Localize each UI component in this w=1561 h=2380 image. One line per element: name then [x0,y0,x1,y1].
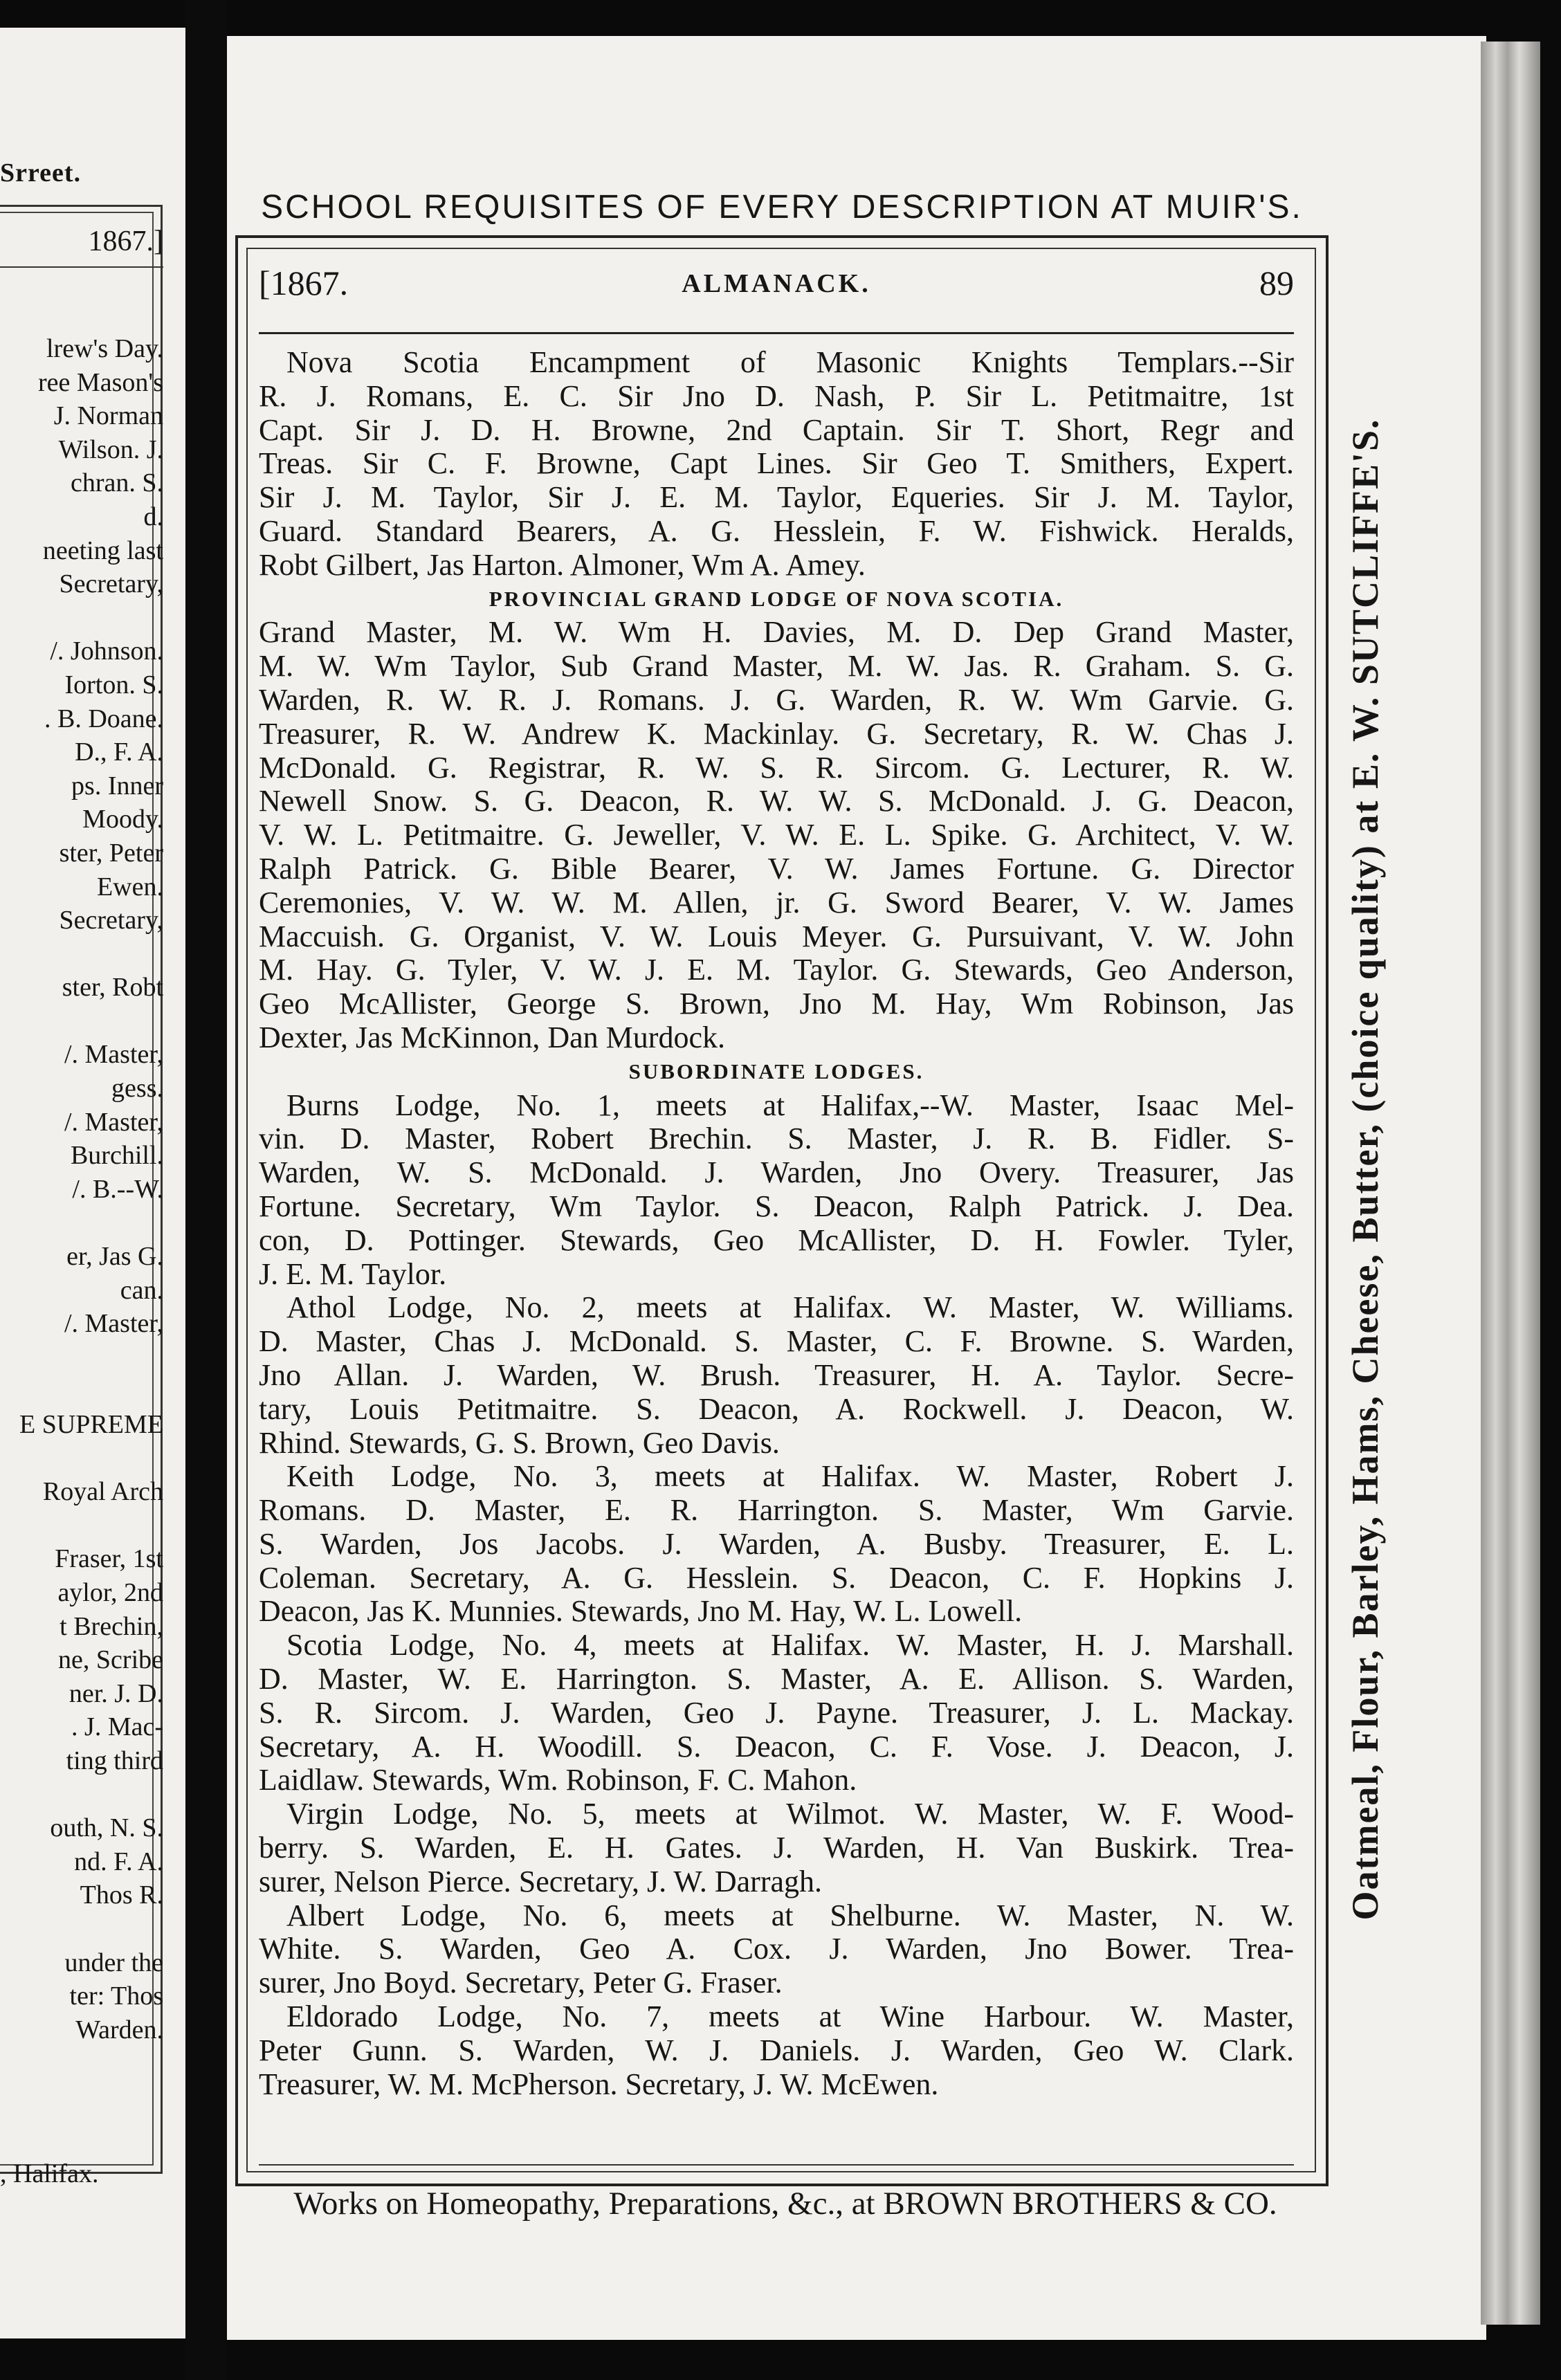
running-head [259,263,1294,307]
text-line: S. Warden, Jos Jacobs. J. Warden, A. Busby. Treasurer, E. L. [259,1526,1294,1561]
left-line [0,1374,163,1408]
side-advertisement-text: Oatmeal, Flour, Barley, Hams, Cheese, Butter, (choice quality) at E. W. SUTCLIFFE'S. [1344,418,1386,1921]
text-line: Capt. Sir J. D. H. Browne, 2nd Captain. Sir T. Short, Regr and [259,412,1294,447]
left-line: outh, N. S. [50,1813,163,1843]
text-line: Laidlaw. Stewards, Wm. Robinson, F. C. Mahon. [259,1763,857,1797]
text-line: Ralph Patrick. G. Bible Bearer, V. W. James Fortune. G. Director [259,851,1294,886]
left-line [0,1442,163,1476]
text-line: R. J. Romans, E. C. Sir Jno D. Nash, P. Sir L. Petitmaitre, 1st [259,378,1294,413]
left-line: Thos R. [80,1880,163,1910]
left-line: nd. F. A. [74,1847,163,1876]
text-line: Jno Allan. J. Warden, W. Brush. Treasurer, H. A. Taylor. Secre- [259,1357,1294,1392]
left-line: Fraser, 1st [55,1544,163,1574]
text-line: White. S. Warden, Geo A. Cox. J. Warden, Jno Bower. Trea- [259,1932,1294,1966]
text-line: berry. S. Warden, E. H. Gates. J. Warden, H. Van Buskirk. Trea- [259,1831,1294,1865]
text-line: Virgin Lodge, No. 5, meets at Wilmot. W. Master, W. F. Wood- [286,1797,1294,1831]
left-text-column [0,332,163,2047]
left-line: ster, Peter [59,838,163,868]
left-line: ner. J. D. [69,1678,163,1708]
left-line: Secretary, [59,906,163,935]
running-head-title: ALMANACK. [682,269,871,298]
left-line: can. [120,1275,163,1305]
left-line: D., F. A. [75,738,163,767]
left-line: Burchill. [70,1141,163,1171]
left-line [0,601,163,635]
section-heading: SUBORDINATE LODGES. [628,1059,924,1083]
text-line: Guard. Standard Bearers, A. G. Hesslein, F. W. Fishwick. Heralds, [259,513,1294,548]
text-line: Robt Gilbert, Jas Harton. Almoner, Wm A. Amey. [259,547,866,582]
text-line: Newell Snow. S. G. Deacon, R. W. W. S. McDonald. J. G. Deacon, [259,784,1294,818]
left-line [0,1509,163,1543]
text-line: V. W. L. Petitmaitre. G. Jeweller, V. W. E. L. Spike. G. Architect, V. W. [259,818,1294,852]
text-line: D. Master, Chas J. McDonald. S. Master, C. F. Browne. S. Warden, [259,1324,1294,1359]
left-line: /. Master, [64,1309,163,1339]
left-line: aylor, 2nd [57,1577,163,1607]
left-line [0,1912,163,1946]
left-line: /. B.--W. [72,1174,163,1204]
text-line: Burns Lodge, No. 1, meets at Halifax,--W. Master, Isaac Mel- [286,1088,1294,1122]
text-line: Treasurer, W. M. McPherson. Secretary, J. W. McEwen. [259,2067,939,2101]
text-line: Deacon, Jas K. Munnies. Stewards, Jno M. Hay, W. L. Lowell. [259,1594,1023,1629]
text-line: Eldorado Lodge, No. 7, meets at Wine Harbour. W. Master, [286,1999,1294,2034]
footer-rule [259,2164,1294,2166]
left-line: E SUPREME [19,1410,163,1439]
left-line: /. Johnson. [50,637,163,666]
left-line: Royal Arch [42,1477,163,1507]
left-line: J. Norman [53,401,163,431]
left-line: gess. [111,1074,163,1104]
bottom-advertisement: Works on Homeopathy, Preparations, &c., at BROWN BROTHERS & CO. [293,2186,1277,2222]
left-line: ree Mason's [38,367,163,397]
left-line: Wilson. J. [58,434,163,464]
left-line [0,1206,163,1240]
left-line: under the [64,1948,163,1977]
text-line: M. Hay. G. Tyler, V. W. J. E. M. Taylor. G. Stewards, Geo Anderson, [259,953,1294,987]
page-number: 89 [1259,264,1294,302]
left-line: lrew's Day. [46,334,163,363]
page-body [259,346,1294,2101]
text-line: Treasurer, R. W. Andrew K. Mackinlay. G. Secretary, R. W. Chas J. [259,716,1294,751]
text-line: con, D. Pottinger. Stewards, Geo McAllister, D. H. Fowler. Tyler, [259,1223,1294,1257]
text-line: Fortune. Secretary, Wm Taylor. S. Deacon, Ralph Patrick. J. Dea. [259,1189,1294,1223]
book-gutter [185,0,227,2380]
previous-page-fragment [0,28,185,2338]
text-line: tary, Louis Petitmaitre. S. Deacon, A. Rockwell. J. Deacon, W. [259,1391,1294,1426]
text-line: surer, Nelson Pierce. Secretary, J. W. Darragh. [259,1864,822,1898]
text-line: M. W. Wm Taylor, Sub Grand Master, M. W. Jas. R. Graham. S. G. [259,649,1294,684]
page-edge-stack [1481,42,1540,2325]
text-line: Coleman. Secretary, A. G. Hesslein. S. Deacon, C. F. Hopkins J. [259,1560,1294,1595]
text-line: Maccuish. G. Organist, V. W. Louis Meyer. G. Pursuivant, V. W. John [259,919,1294,953]
left-line: neeting last [42,536,163,565]
section-heading: PROVINCIAL GRAND LODGE OF NOVA SCOTIA. [489,586,1064,611]
left-line [0,1778,163,1812]
left-line: Iorton. S. [64,670,163,699]
left-line: t Brechin, [60,1611,163,1641]
text-line: Romans. D. Master, E. R. Harrington. S. Master, Wm Garvie. [259,1493,1294,1528]
left-line: ting third [66,1746,163,1775]
header-rule [259,332,1294,334]
left-line: er, Jas G. [66,1242,163,1272]
left-line: ne, Scribe [58,1645,163,1675]
left-line: ter: Thos [69,1981,163,2011]
left-line: Ewen. [96,872,163,901]
text-line: Treas. Sir C. F. Browne, Capt Lines. Sir Geo T. Smithers, Expert. [259,446,1294,481]
left-line: ps. Inner [71,771,163,800]
left-line: . B. Doane. [44,704,163,733]
left-line [0,1341,163,1375]
text-line: D. Master, W. E. Harrington. S. Master, A. E. Allison. S. Warden, [259,1662,1294,1696]
left-line: d. [143,502,163,531]
text-line: Warden, W. S. McDonald. J. Warden, Jno Overy. Treasurer, Jas [259,1155,1294,1190]
text-line: Sir J. M. Taylor, Sir J. E. M. Taylor, Equeries. Sir J. M. Taylor, [259,480,1294,515]
left-line [0,1005,163,1038]
text-line: Nova Scotia Encampment of Masonic Knights Templars.--Sir [286,345,1294,379]
side-advertisement [1327,249,1403,2089]
left-street-heading: Srreet. [0,158,82,187]
text-line: S. R. Sircom. J. Warden, Geo J. Payne. Treasurer, J. L. Mackay. [259,1695,1294,1730]
text-line: Grand Master, M. W. Wm H. Davies, M. D. Dep Grand Master, [259,615,1294,650]
text-line: J. E. M. Taylor. [259,1256,447,1291]
text-line: McDonald. G. Registrar, R. W. S. R. Sircom. G. Lecturer, R. W. [259,750,1294,785]
text-line: Ceremonies, V. W. W. M. Allen, jr. G. Sword Bearer, V. W. James [259,885,1294,919]
left-footer: , Halifax. [0,2159,99,2188]
text-line: Albert Lodge, No. 6, meets at Shelburne. W. Master, N. W. [286,1898,1294,1932]
text-line: Athol Lodge, No. 2, meets at Halifax. W. Master, W. Williams. [286,1290,1294,1325]
text-line: Geo McAllister, George S. Brown, Jno M. Hay, Wm Robinson, Jas [259,987,1294,1021]
left-line: Warden. [75,2015,163,2044]
left-line: /. Master, [64,1107,163,1137]
text-line: surer, Jno Boyd. Secretary, Peter G. Fraser. [259,1966,783,2000]
text-line: Peter Gunn. S. Warden, W. J. Daniels. J. Warden, Geo W. Clark. [259,2033,1294,2067]
left-line [0,937,163,971]
left-line: . J. Mac- [71,1712,163,1742]
text-line: vin. D. Master, Robert Brechin. S. Master, J. R. B. Fidler. S- [259,1122,1294,1156]
top-advertisement: SCHOOL REQUISITES OF EVERY DESCRIPTION AT MUIR'S. [261,189,1303,226]
running-head-year: [1867. [259,264,349,302]
left-line: /. Master, [64,1040,163,1070]
text-line: Keith Lodge, No. 3, meets at Halifax. W. Master, Robert J. [286,1459,1294,1494]
text-line: Secretary, A. H. Woodill. S. Deacon, C. F. Vose. J. Deacon, J. [259,1729,1294,1764]
text-line: Rhind. Stewards, G. S. Brown, Geo Davis. [259,1425,780,1460]
left-year-header: 1867.] [0,225,163,268]
text-line: Scotia Lodge, No. 4, meets at Halifax. W. Master, H. J. Marshall. [286,1628,1294,1663]
left-line: chran. S. [70,468,163,498]
left-line: Secretary, [59,569,163,599]
left-line: Moody. [82,805,163,834]
left-line: ster, Robt [62,973,163,1003]
text-line: Warden, R. W. R. J. Romans. J. G. Warden, R. W. Wm Garvie. G. [259,682,1294,717]
text-line: Dexter, Jas McKinnon, Dan Murdock. [259,1020,725,1054]
